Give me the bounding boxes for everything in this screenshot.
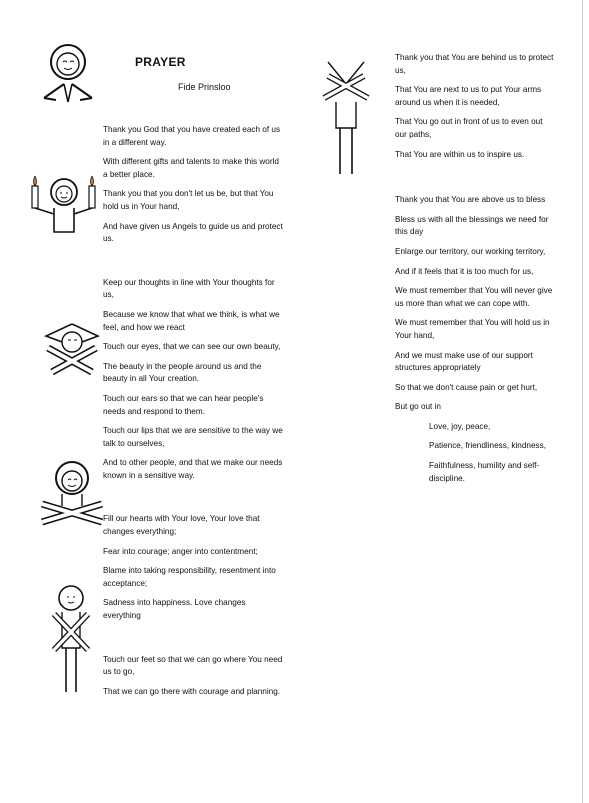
author-name: Fide Prinsloo: [178, 82, 231, 92]
prayer-line: Blame into taking responsibility, resentment into acceptance;: [103, 566, 276, 588]
prayer-line: We must remember that You will hold us in Your hand,: [395, 318, 550, 340]
prayer-line: That You are next to us to put Your arms around us when it is needed,: [395, 85, 542, 107]
page-title: PRAYER: [135, 55, 186, 69]
prayer-line: That we can go there with courage and planning.: [103, 686, 281, 696]
page-edge-line: [582, 0, 583, 803]
prayer-line: Touch our ears so that we can hear people's needs and respond to them.: [103, 393, 264, 416]
prayer-line: The beauty in the people around us and the beauty in all Your creation.: [103, 361, 262, 384]
prayer-line: We must remember that You will never give us more than what we can cope with.: [395, 286, 553, 308]
prayer-line: And to other people, and that we make our needs known in a sensitive way.: [103, 458, 283, 480]
prayer-line: Enlarge our territory, our working territory,: [395, 246, 546, 256]
prayer-line: So that we don't cause pain or get hurt,: [395, 382, 538, 392]
virtue-line: Love, joy, peace,: [429, 421, 491, 431]
praying-figure-illustration: [38, 40, 106, 110]
prayer-line: Keep our thoughts in line with Your thoughts for us,: [103, 277, 275, 300]
prayer-line: Sadness into happiness. Love changes everything: [103, 598, 246, 621]
prayer-line: And we must make use of our support structures appropriately: [395, 350, 533, 373]
prayer-line: Fill our hearts with Your love, Your love that changes everything;: [103, 514, 260, 537]
prayer-line: Thank you that you don't let us be, but that You hold us in Your hand,: [103, 189, 274, 211]
prayer-line: But go out in: [395, 402, 441, 412]
prayer-line: That You are within us to inspire us.: [395, 149, 525, 159]
prayer-line: Thank you that You are behind us to protect us,: [395, 53, 554, 75]
prayer-line: And if it feels that it is too much for us,: [395, 266, 534, 276]
virtue-line: Faithfulness, humility and self-discipline.: [429, 461, 540, 483]
prayer-line: Bless us with all the blessings we need for this day: [395, 214, 549, 237]
candles-figure-illustration: [26, 174, 102, 236]
virtue-line: Patience, friendliness, kindness,: [429, 441, 546, 451]
hugging-figure-illustration: [34, 460, 110, 528]
virtues-list: [429, 421, 555, 485]
protecting-figure-illustration: [318, 58, 374, 178]
prayer-line: Touch our feet so that we can go where You need us to go,: [103, 654, 283, 677]
prayer-line: Touch our lips that we are sensitive to the way we talk to ourselves,: [103, 426, 283, 448]
prayer-line: Touch our eyes, that we can see our own beauty,: [103, 342, 281, 352]
standing-figure-illustration: [40, 584, 102, 696]
prayer-line: And have given us Angels to guide us and protect us.: [103, 221, 283, 244]
left-text-column: [103, 124, 283, 705]
prayer-line: Thank you that You are above us to bless: [395, 195, 546, 205]
prayer-line: With different gifts and talents to make this world a better place.: [103, 157, 279, 179]
crossed-arms-figure-illustration: [40, 318, 104, 376]
prayer-line: Because we know that what we think, is what we feel, and how we react: [103, 309, 280, 332]
prayer-line: Thank you God that you have created each of us in a different way.: [103, 125, 281, 147]
prayer-line: Fear into courage; anger into contentment;: [103, 546, 258, 556]
right-text-column: [395, 52, 555, 492]
prayer-line: That You go out in front of us to even out our paths,: [395, 117, 543, 139]
